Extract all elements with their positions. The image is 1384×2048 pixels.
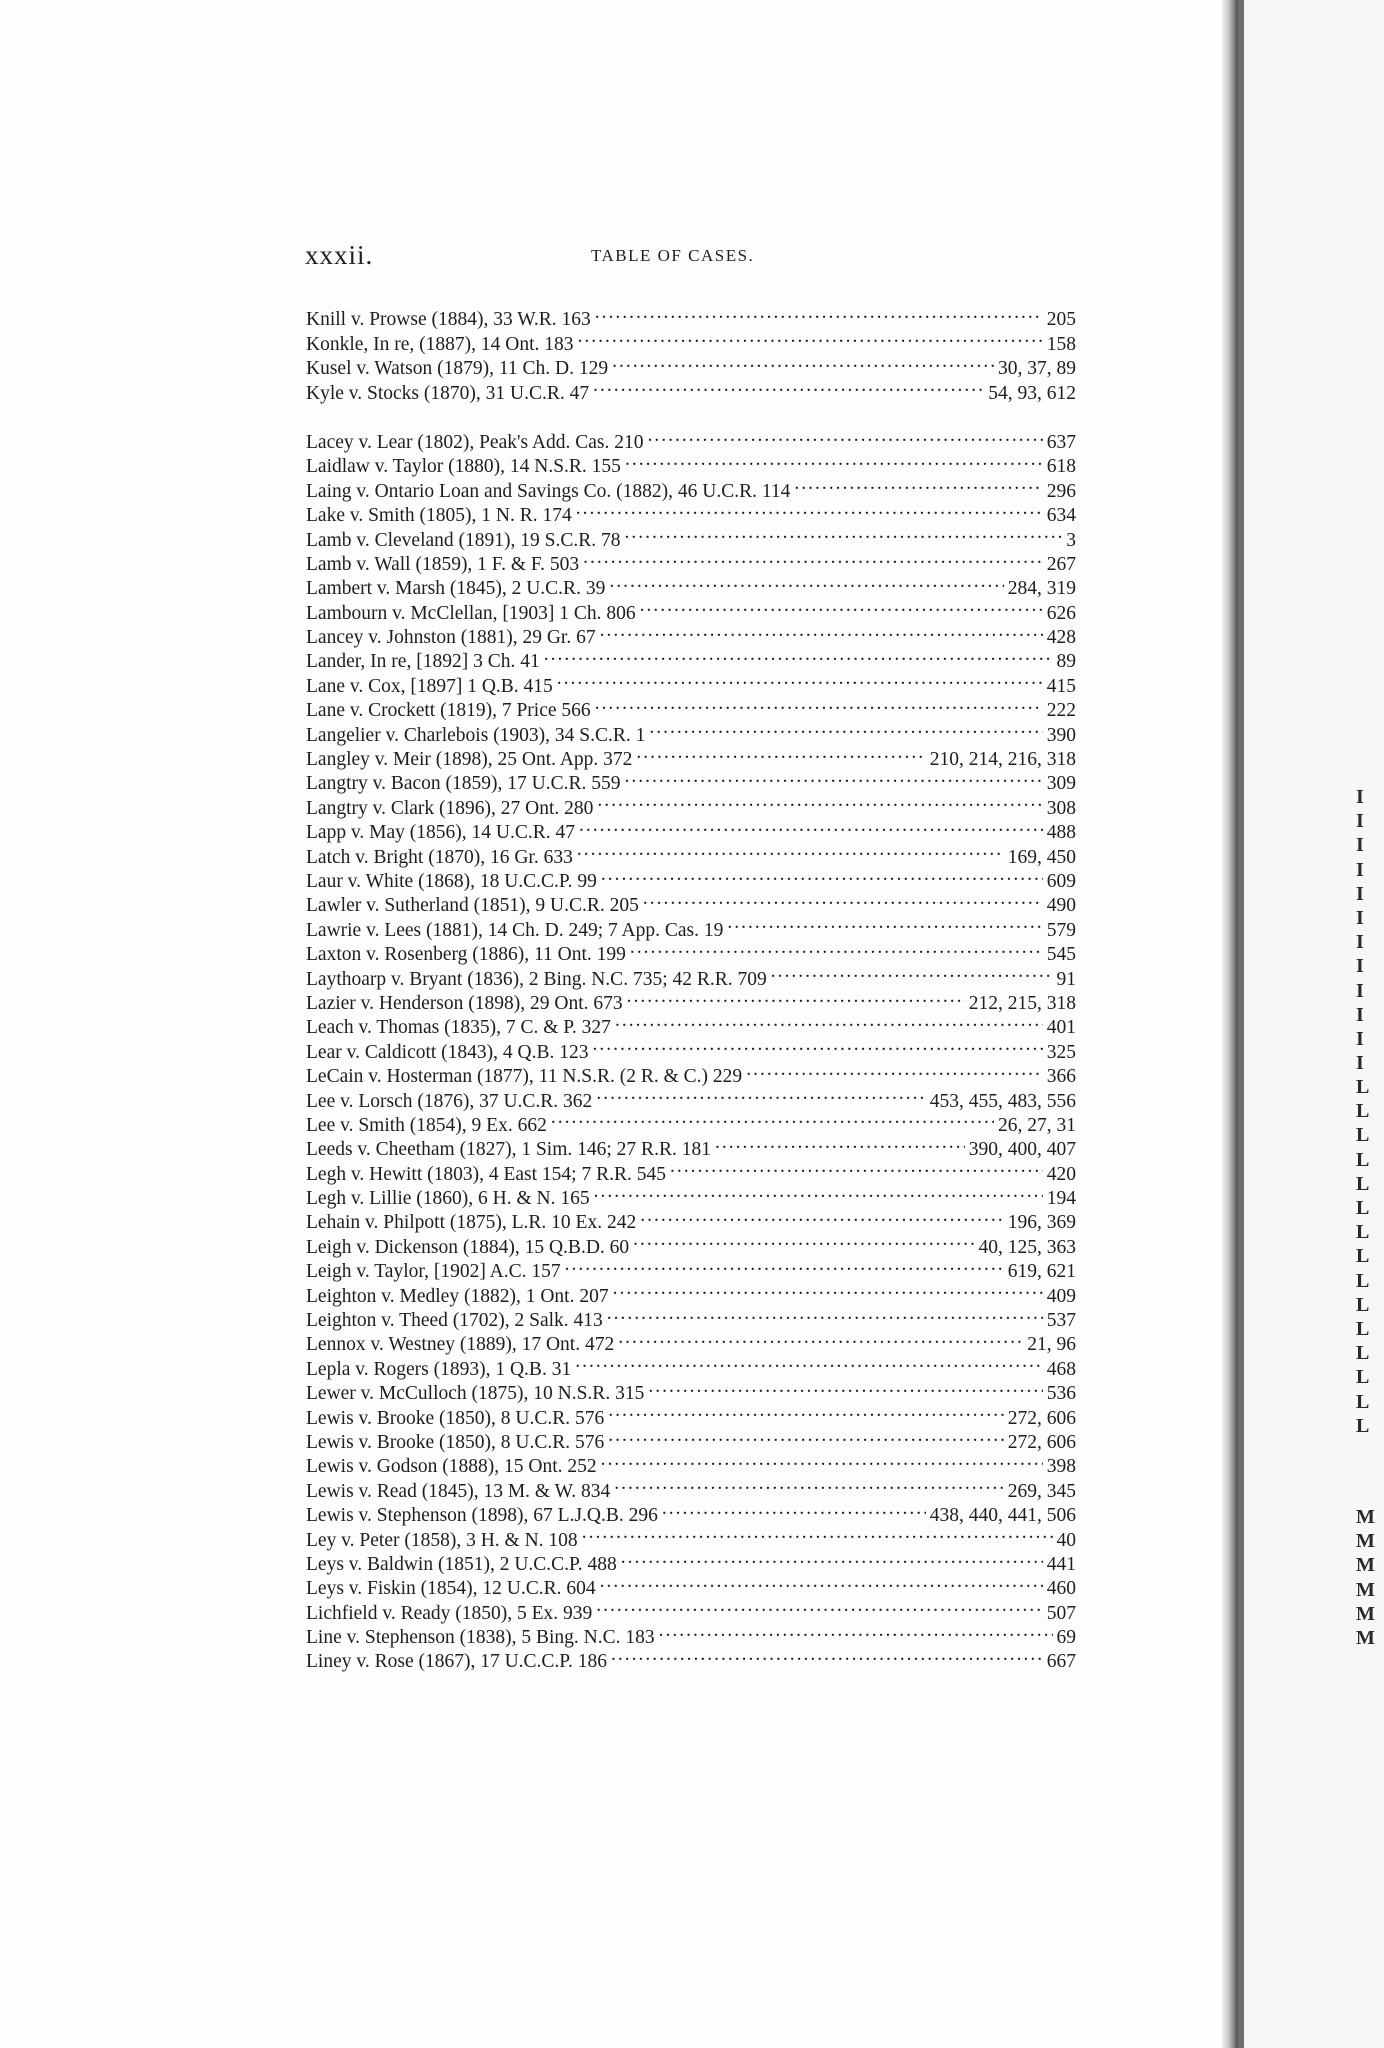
case-citation: Lee v. Lorsch (1876), 37 U.C.R. 362	[306, 1090, 593, 1112]
case-citation: Lewis v. Read (1845), 13 M. & W. 834	[306, 1480, 611, 1502]
page-references: 267	[1046, 553, 1076, 575]
dot-leader	[771, 960, 1053, 984]
dot-leader	[611, 1643, 1043, 1667]
dot-leader	[627, 985, 965, 1009]
case-citation: Lewis v. Brooke (1850), 8 U.C.R. 576	[306, 1431, 605, 1453]
adjacent-page-letter: L	[1356, 1124, 1370, 1147]
page-references: 366	[1046, 1066, 1076, 1088]
page-references: 390	[1046, 724, 1076, 746]
adjacent-page-letter: L	[1356, 1076, 1370, 1098]
dot-leader	[633, 1228, 974, 1252]
adjacent-page-letter: I	[1356, 1003, 1364, 1026]
page-references: 272, 606	[1007, 1407, 1076, 1429]
dot-leader	[613, 1277, 1043, 1301]
case-citation: Ley v. Peter (1858), 3 H. & N. 108	[306, 1529, 578, 1551]
adjacent-page-letter: I	[1356, 786, 1364, 808]
page-references: 194	[1046, 1188, 1076, 1210]
table-of-cases-list	[306, 301, 1076, 1673]
adjacent-page-letter: L	[1356, 1100, 1370, 1123]
case-citation: Knill v. Prowse (1884), 33 W.R. 163	[306, 309, 591, 331]
case-citation: Lennox v. Westney (1889), 17 Ont. 472	[306, 1334, 615, 1356]
page-references: 453, 455, 483, 556	[929, 1090, 1076, 1112]
dot-leader	[643, 887, 1043, 911]
dot-leader	[794, 472, 1042, 496]
page-references: 409	[1046, 1285, 1076, 1307]
dot-leader	[640, 594, 1043, 618]
case-citation: Lewis v. Stephenson (1898), 67 L.J.Q.B. 296	[306, 1505, 658, 1527]
dot-leader	[577, 838, 1004, 862]
case-citation: Lazier v. Henderson (1898), 29 Ont. 673	[306, 992, 623, 1014]
case-citation: Lander, In re, [1892] 3 Ch. 41	[306, 651, 540, 673]
page-references: 537	[1046, 1310, 1076, 1332]
page-references: 415	[1046, 675, 1076, 697]
dot-leader	[625, 521, 1063, 545]
case-citation: Lacey v. Lear (1802), Peak's Add. Cas. 210	[306, 431, 644, 453]
case-citation: Leigh v. Dickenson (1884), 15 Q.B.D. 60	[306, 1236, 630, 1258]
case-citation: Lichfield v. Ready (1850), 5 Ex. 939	[306, 1602, 593, 1624]
dot-leader	[618, 1326, 1023, 1350]
case-citation: Laing v. Ontario Loan and Savings Co. (1882), 46 U.C.R. 114	[306, 480, 791, 502]
dot-leader	[649, 716, 1042, 740]
dot-leader	[544, 643, 1053, 667]
page-references: 158	[1046, 333, 1076, 355]
adjacent-page-letter: L	[1356, 1414, 1370, 1437]
page-references: 637	[1046, 431, 1076, 453]
adjacent-page-letter: I	[1356, 858, 1364, 881]
dot-leader	[659, 1619, 1053, 1643]
dot-leader	[608, 1399, 1003, 1423]
page-references: 468	[1046, 1358, 1076, 1380]
dot-leader	[582, 1521, 1053, 1545]
dot-leader	[578, 325, 1043, 349]
case-citation: Legh v. Hewitt (1803), 4 East 154; 7 R.R. 545	[306, 1163, 666, 1185]
adjacent-page-letter: L	[1356, 1366, 1370, 1389]
adjacent-page-letter: L	[1356, 1172, 1370, 1195]
page-references: 490	[1046, 895, 1076, 917]
dot-leader	[625, 765, 1043, 789]
adjacent-page-letter: I	[1356, 979, 1364, 1002]
dot-leader	[621, 1546, 1043, 1570]
dot-leader	[608, 1424, 1003, 1448]
dot-leader	[630, 936, 1043, 960]
case-citation: Legh v. Lillie (1860), 6 H. & N. 165	[306, 1188, 590, 1210]
case-citation: Laxton v. Rosenberg (1886), 11 Ont. 199	[306, 944, 626, 966]
case-citation: Lapp v. May (1856), 14 U.C.R. 47	[306, 822, 576, 844]
adjacent-page-letter: L	[1356, 1318, 1370, 1340]
dot-leader	[557, 667, 1043, 691]
page-references: 54, 93, 612	[988, 382, 1076, 404]
page-references: 398	[1046, 1456, 1076, 1478]
adjacent-page-letter: I	[1356, 1052, 1364, 1075]
case-citation: Leys v. Baldwin (1851), 2 U.C.C.P. 488	[306, 1553, 617, 1575]
case-citation: Lake v. Smith (1805), 1 N. R. 174	[306, 505, 572, 527]
page-references: 618	[1046, 456, 1076, 478]
case-citation: Langtry v. Clark (1896), 27 Ont. 280	[306, 797, 594, 819]
case-citation: Leighton v. Theed (1702), 2 Salk. 413	[306, 1310, 603, 1332]
page-references: 441	[1046, 1553, 1076, 1575]
page-references: 272, 606	[1007, 1431, 1076, 1453]
dot-leader	[615, 1009, 1043, 1033]
adjacent-page-edge	[1244, 0, 1384, 2048]
dot-leader	[601, 1448, 1043, 1472]
page-references: 626	[1046, 602, 1076, 624]
case-citation: Liney v. Rose (1867), 17 U.C.C.P. 186	[306, 1651, 607, 1673]
dot-leader	[579, 814, 1043, 838]
dot-leader	[593, 374, 984, 398]
adjacent-page-letter: L	[1356, 1390, 1370, 1413]
case-citation: Langtry v. Bacon (1859), 17 U.C.R. 559	[306, 773, 621, 795]
page-references: 438, 440, 441, 506	[929, 1505, 1076, 1527]
case-citation: Lear v. Caldicott (1843), 4 Q.B. 123	[306, 1041, 589, 1063]
adjacent-page-letter: M	[1356, 1578, 1375, 1601]
page-references: 296	[1046, 480, 1076, 502]
case-citation: Kyle v. Stocks (1870), 31 U.C.R. 47	[306, 382, 590, 404]
dot-leader	[575, 1350, 1043, 1374]
case-citation: Lancey v. Johnston (1881), 29 Gr. 67	[306, 627, 596, 649]
dot-leader	[625, 448, 1043, 472]
running-title: TABLE OF CASES.	[591, 246, 755, 265]
page-references: 488	[1046, 822, 1076, 844]
dot-leader	[551, 1107, 994, 1131]
page-references: 420	[1046, 1163, 1076, 1185]
adjacent-page-letter: M	[1356, 1506, 1375, 1528]
dot-leader	[607, 1302, 1043, 1326]
dot-leader	[594, 1180, 1043, 1204]
case-citation: Latch v. Bright (1870), 16 Gr. 633	[306, 846, 573, 868]
case-citation: Lawler v. Sutherland (1851), 9 U.C.R. 205	[306, 895, 639, 917]
case-entry	[306, 301, 1076, 331]
adjacent-page-letter: L	[1356, 1148, 1370, 1171]
page-references: 222	[1046, 700, 1076, 722]
dot-leader	[609, 570, 1003, 594]
page-references: 401	[1046, 1017, 1076, 1039]
case-citation: Lamb v. Cleveland (1891), 19 S.C.R. 78	[306, 529, 621, 551]
dot-leader	[595, 692, 1043, 716]
page-header	[305, 240, 1077, 270]
case-citation: Lee v. Smith (1854), 9 Ex. 662	[306, 1114, 547, 1136]
dot-leader	[595, 301, 1043, 325]
adjacent-page-letter: M	[1356, 1554, 1375, 1577]
adjacent-page-letter: I	[1356, 907, 1364, 929]
dot-leader	[596, 1082, 925, 1106]
page-references: 91	[1056, 968, 1076, 990]
page-references: 196, 369	[1007, 1212, 1076, 1234]
page-number: xxxii.	[305, 240, 374, 270]
case-citation: Lane v. Cox, [1897] 1 Q.B. 415	[306, 675, 553, 697]
dot-leader	[746, 1058, 1043, 1082]
adjacent-page-letter: I	[1356, 955, 1364, 978]
page-references: 609	[1046, 870, 1076, 892]
dot-leader	[647, 424, 1042, 448]
case-citation: Leigh v. Taylor, [1902] A.C. 157	[306, 1261, 561, 1283]
case-citation: Lewis v. Brooke (1850), 8 U.C.R. 576	[306, 1407, 605, 1429]
adjacent-page-letter: L	[1356, 1342, 1370, 1365]
case-citation: Lepla v. Rogers (1893), 1 Q.B. 31	[306, 1358, 572, 1380]
page-references: 3	[1066, 529, 1076, 551]
case-citation: LeCain v. Hosterman (1877), 11 N.S.R. (2 R. & C.) 229	[306, 1066, 743, 1088]
page-references: 536	[1046, 1383, 1076, 1405]
page-references: 667	[1046, 1651, 1076, 1673]
case-citation: Laur v. White (1868), 18 U.C.C.P. 99	[306, 870, 597, 892]
page-references: 284, 319	[1007, 578, 1076, 600]
case-citation: Leighton v. Medley (1882), 1 Ont. 207	[306, 1285, 609, 1307]
adjacent-page-letter: I	[1356, 882, 1364, 905]
case-citation: Laidlaw v. Taylor (1880), 14 N.S.R. 155	[306, 456, 621, 478]
case-citation: Lawrie v. Lees (1881), 14 Ch. D. 249; 7 App. Cas. 19	[306, 919, 724, 941]
dot-leader	[648, 1375, 1042, 1399]
dot-leader	[612, 350, 994, 374]
adjacent-page-letter: I	[1356, 1028, 1364, 1050]
adjacent-page-letter: L	[1356, 1293, 1370, 1316]
page-references: 40	[1056, 1529, 1076, 1551]
adjacent-page-letter: L	[1356, 1269, 1370, 1292]
dot-leader	[715, 1131, 965, 1155]
dot-leader	[727, 911, 1042, 935]
case-citation: Line v. Stephenson (1838), 5 Bing. N.C. 183	[306, 1627, 655, 1649]
page-references: 69	[1056, 1627, 1076, 1649]
page-references: 205	[1046, 309, 1076, 331]
dot-leader	[565, 1253, 1004, 1277]
case-citation: Leach v. Thomas (1835), 7 C. & P. 327	[306, 1017, 611, 1039]
dot-leader	[640, 1204, 1004, 1228]
adjacent-page-letter: L	[1356, 1245, 1370, 1268]
adjacent-page-letter: M	[1356, 1530, 1375, 1553]
adjacent-page-letter: M	[1356, 1602, 1375, 1625]
page-references: 634	[1046, 505, 1076, 527]
page-references: 507	[1046, 1602, 1076, 1624]
page-references: 30, 37, 89	[998, 358, 1076, 380]
page-references: 40, 125, 363	[978, 1236, 1076, 1258]
adjacent-page-letter: I	[1356, 834, 1364, 857]
dot-leader	[600, 1570, 1043, 1594]
dot-leader	[597, 789, 1042, 813]
case-citation: Langelier v. Charlebois (1903), 34 S.C.R. 1	[306, 724, 646, 746]
case-citation: Kusel v. Watson (1879), 11 Ch. D. 129	[306, 358, 609, 380]
dot-leader	[600, 619, 1043, 643]
page-references: 579	[1046, 919, 1076, 941]
page-references: 21, 96	[1027, 1334, 1076, 1356]
case-citation: Lamb v. Wall (1859), 1 F. & F. 503	[306, 553, 580, 575]
dot-leader	[596, 1594, 1042, 1618]
adjacent-page-letter: M	[1356, 1627, 1375, 1649]
page-references: 210, 214, 216, 318	[929, 749, 1076, 771]
case-citation: Lambourn v. McClellan, [1903] 1 Ch. 806	[306, 602, 636, 624]
page-references: 308	[1046, 797, 1076, 819]
page-references: 619, 621	[1007, 1261, 1076, 1283]
dot-leader	[583, 546, 1043, 570]
adjacent-page-letter: I	[1356, 931, 1364, 954]
case-citation: Lehain v. Philpott (1875), L.R. 10 Ex. 242	[306, 1212, 637, 1234]
dot-leader	[670, 1155, 1043, 1179]
case-citation: Konkle, In re, (1887), 14 Ont. 183	[306, 333, 574, 355]
case-citation: Leys v. Fiskin (1854), 12 U.C.R. 604	[306, 1578, 596, 1600]
case-entry	[306, 424, 1076, 453]
dot-leader	[601, 863, 1043, 887]
case-citation: Laythoarp v. Bryant (1836), 2 Bing. N.C. 735; 42 R.R. 709	[306, 968, 767, 990]
page-references: 269, 345	[1007, 1480, 1076, 1502]
page-references: 212, 215, 318	[968, 992, 1076, 1014]
dot-leader	[636, 741, 925, 765]
adjacent-page-letter: L	[1356, 1221, 1370, 1244]
adjacent-page-letter: L	[1356, 1197, 1370, 1219]
page-references: 390, 400, 407	[968, 1139, 1076, 1161]
case-citation: Lewer v. McCulloch (1875), 10 N.S.R. 315	[306, 1383, 645, 1405]
page-references: 460	[1046, 1578, 1076, 1600]
case-citation: Lambert v. Marsh (1845), 2 U.C.R. 39	[306, 578, 606, 600]
case-citation: Lane v. Crockett (1819), 7 Price 566	[306, 700, 591, 722]
page-references: 325	[1046, 1041, 1076, 1063]
page-references: 309	[1046, 773, 1076, 795]
dot-leader	[614, 1472, 1004, 1496]
page-references: 26, 27, 31	[998, 1114, 1076, 1136]
case-citation: Lewis v. Godson (1888), 15 Ont. 252	[306, 1456, 597, 1478]
dot-leader	[593, 1033, 1043, 1057]
dot-leader	[576, 497, 1043, 521]
adjacent-page-letter: I	[1356, 810, 1364, 833]
page-references: 169, 450	[1007, 846, 1076, 868]
page-references: 545	[1046, 944, 1076, 966]
dot-leader	[662, 1497, 926, 1521]
page-references: 428	[1046, 627, 1076, 649]
page-references: 89	[1056, 651, 1076, 673]
case-citation: Langley v. Meir (1898), 25 Ont. App. 372	[306, 749, 633, 771]
case-citation: Leeds v. Cheetham (1827), 1 Sim. 146; 27 R.R. 181	[306, 1139, 711, 1161]
